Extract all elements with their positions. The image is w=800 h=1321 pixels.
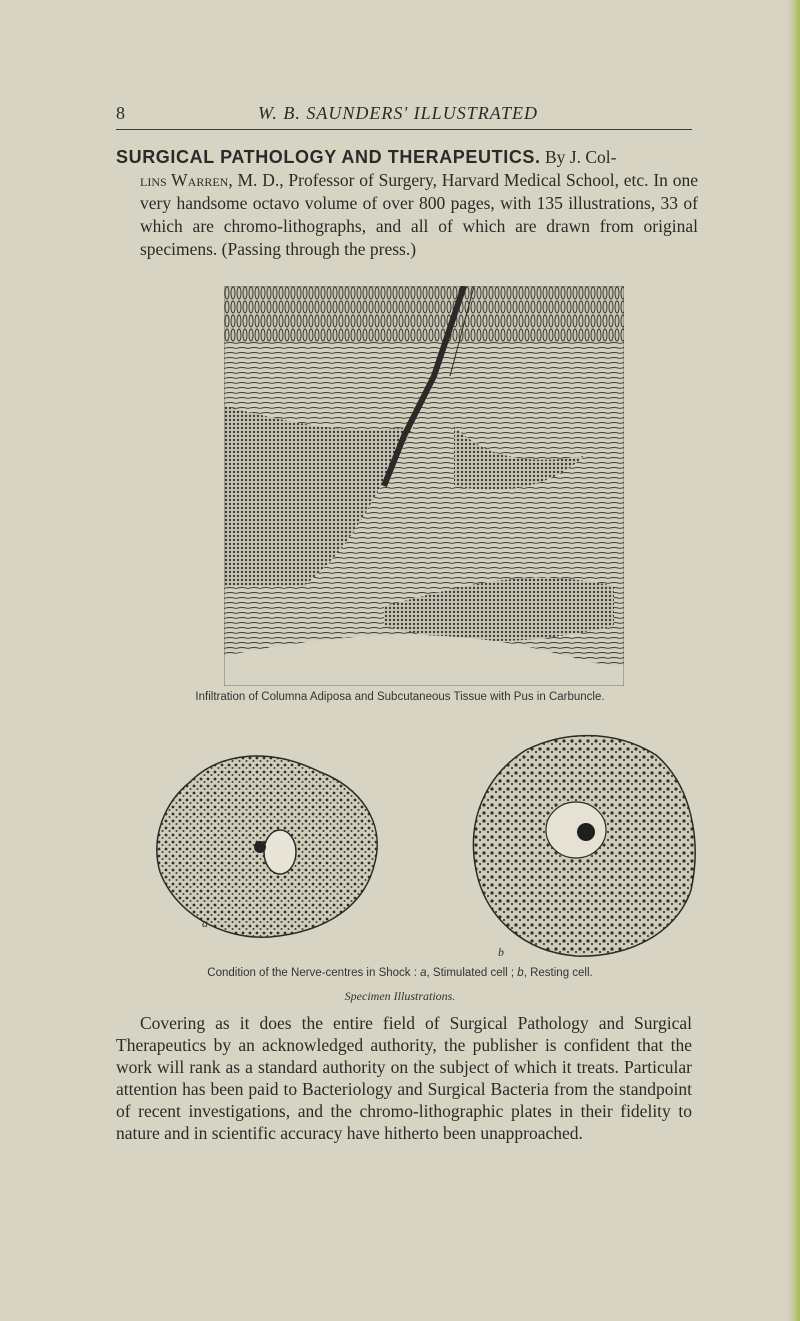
nucleus-a — [264, 830, 296, 874]
label-a: a — [202, 916, 208, 930]
shock-caption-end: , Resting cell. — [523, 967, 593, 979]
entry-author-lead: By J. Col- — [545, 147, 617, 167]
shock-caption-label-a: a — [420, 967, 427, 979]
shock-figure-caption — [0, 967, 800, 979]
stimulated-cell-illustration — [150, 742, 390, 942]
book-entry — [116, 146, 698, 261]
running-head — [0, 103, 800, 127]
main-figure-caption: Infiltration of Columna Adiposa and Subcutaneous Tissue with Pus in Carbuncle. — [195, 691, 605, 703]
entry-description-text: , M. D., Professor of Surgery, Harvard Medical School, etc. In one very handsome octavo volume of over 800 pages, with 135 illustrations, 33 of which are chromo-lithographs, and all of which are drawn from original specimens. (Passing through the press.) — [140, 170, 698, 259]
entry-description — [140, 169, 698, 261]
entry-author-name: lins Warren — [140, 170, 229, 190]
shock-caption-mid: , Stimulated cell ; — [426, 967, 518, 979]
resting-cell-illustration — [466, 730, 704, 960]
page-number: 8 — [116, 103, 125, 123]
shock-caption-prefix: Condition of the Nerve-centres in Shock : — [207, 967, 421, 979]
description-paragraph: Covering as it does the entire field of Surgical Pathology and Surgical Therapeutics by an acknowledged authority, the publisher is confident that the work will rank as a standard authority on the subject of which it treats. Particular attention has been paid to Bacteriology and Surgical Bacteria from the standpoint of recent investigations, and the chromo-lithographic plates in their fidelity to nature and in scientific accuracy have hitherto been unapproached. — [116, 1013, 692, 1143]
epidermis-layer — [224, 286, 624, 342]
shock-caption-label-b: b — [517, 967, 524, 979]
label-b: b — [498, 945, 504, 959]
page-edge — [786, 0, 800, 1321]
entry-title: SURGICAL PATHOLOGY AND THERAPEUTICS. — [116, 147, 541, 167]
specimen-label: Specimen Illustrations. — [344, 989, 456, 1003]
running-title: W. B. SAUNDERS' ILLUSTRATED — [258, 103, 539, 123]
header-rule — [116, 129, 692, 130]
carbuncle-tissue-illustration — [224, 286, 624, 686]
nucleus-b — [546, 802, 606, 858]
